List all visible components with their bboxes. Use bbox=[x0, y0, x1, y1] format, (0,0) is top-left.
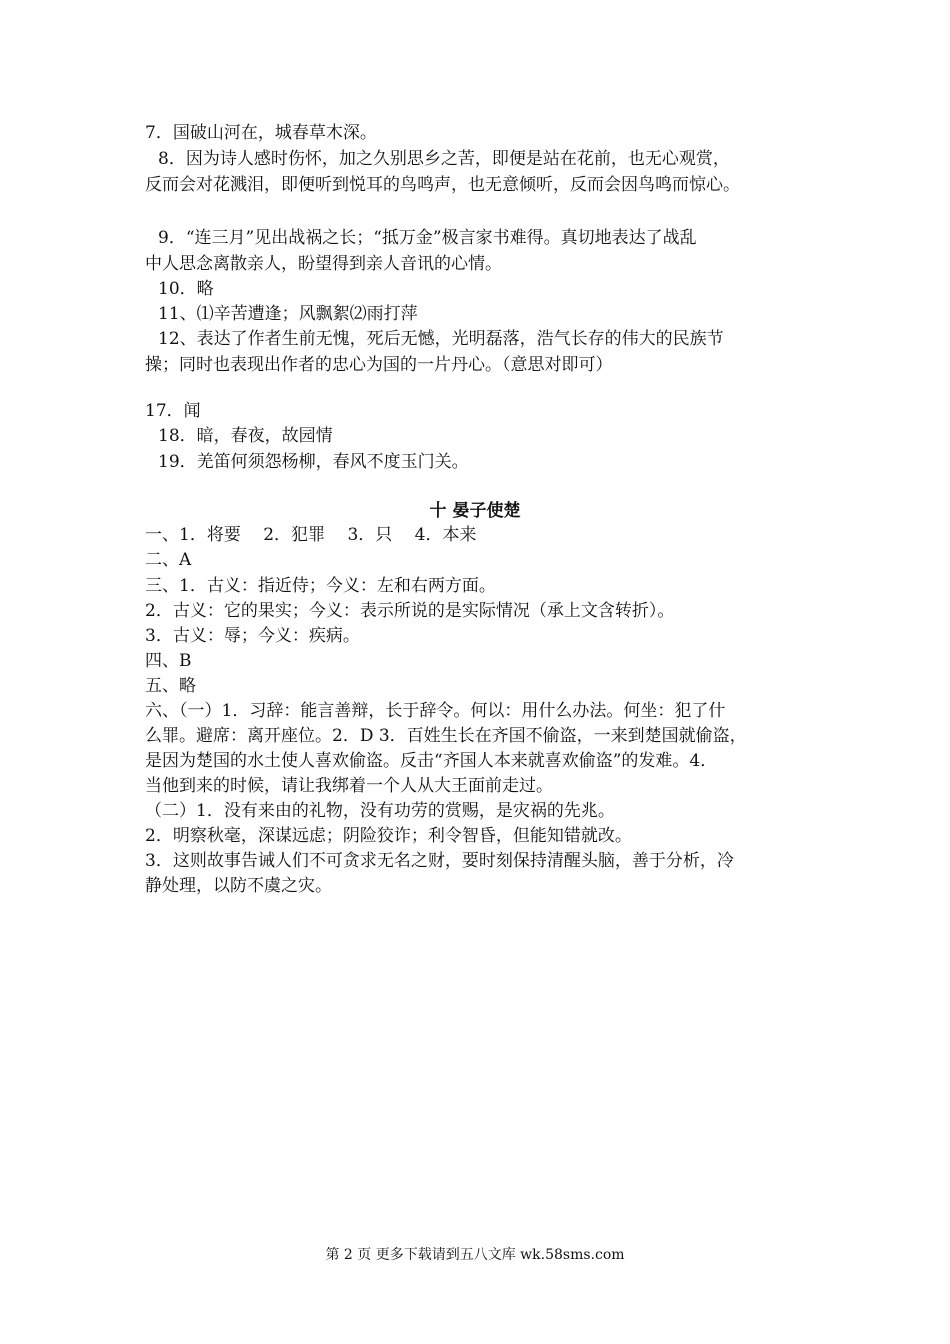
answer-line: 五、略 bbox=[145, 676, 196, 696]
page-footer: 第 2 页 更多下载请到五八文库 wk.58sms.com bbox=[325, 1247, 625, 1263]
answer-line: 中人思念离散亲人，盼望得到亲人音讯的心情。 bbox=[145, 254, 502, 274]
section-title: 十 晏子使楚 bbox=[429, 501, 521, 521]
answer-line: 9．“连三月”见出战祸之长；“抵万金”极言家书难得。真切地表达了战乱 bbox=[158, 228, 697, 248]
answer-line: 3．古义：辱；今义：疾病。 bbox=[145, 626, 360, 646]
answer-line: （二）1．没有来由的礼物，没有功劳的赏赐，是灾祸的先兆。 bbox=[145, 801, 615, 821]
answer-line: 么罪。避席：离开座位。2．D 3．百姓生长在齐国不偷盗，一来到楚国就偷盗， bbox=[145, 726, 747, 746]
answer-line: 反而会对花溅泪，即便听到悦耳的鸟鸣声，也无意倾听，反而会因鸟鸣而惊心。 bbox=[145, 175, 740, 195]
answer-line: 二、A bbox=[145, 550, 192, 570]
answer-line: 静处理，以防不虞之灾。 bbox=[145, 876, 332, 896]
answer-line: 四、B bbox=[145, 651, 192, 671]
answer-line: 六、（一）1．习辞：能言善辩，长于辞令。何以：用什么办法。何坐：犯了什 bbox=[145, 701, 726, 721]
answer-line: 18．暗，春夜，故园情 bbox=[158, 426, 333, 446]
answer-line: 10．略 bbox=[158, 279, 214, 299]
answer-line: 是因为楚国的水土使人喜欢偷盗。反击“齐国人本来就喜欢偷盗”的发难。4． bbox=[145, 751, 718, 771]
answer-line: 8．因为诗人感时伤怀，加之久别思乡之苦，即便是站在花前，也无心观赏， bbox=[158, 149, 730, 169]
answer-line: 11、⑴辛苦遭逢；风飘絮⑵雨打萍 bbox=[158, 304, 418, 324]
answer-line: 12、表达了作者生前无愧，死后无憾，光明磊落，浩气长存的伟大的民族节 bbox=[158, 329, 724, 349]
answer-line: 17．闻 bbox=[145, 401, 201, 421]
answer-line: 2．古义：它的果实；今义：表示所说的是实际情况（承上文含转折）。 bbox=[145, 601, 675, 621]
answer-line: 2．明察秋毫，深谋远虑；阴险狡诈；利令智昏，但能知错就改。 bbox=[145, 826, 632, 846]
answer-line: 3．这则故事告诫人们不可贪求无名之财，要时刻保持清醒头脑，善于分析，冷 bbox=[145, 851, 734, 871]
answer-line: 19．羌笛何须怨杨柳，春风不度玉门关。 bbox=[158, 452, 469, 472]
answer-line: 三、1．古义：指近侍；今义：左和右两方面。 bbox=[145, 576, 496, 596]
answer-line: 当他到来的时候，请让我绑着一个人从大王面前走过。 bbox=[145, 776, 553, 796]
answer-line: 操；同时也表现出作者的忠心为国的一片丹心。（意思对即可） bbox=[145, 355, 613, 375]
answer-line: 一、1．将要 2．犯罪 3．只 4．本来 bbox=[145, 525, 477, 545]
answer-line: 7．国破山河在，城春草木深。 bbox=[145, 123, 377, 143]
